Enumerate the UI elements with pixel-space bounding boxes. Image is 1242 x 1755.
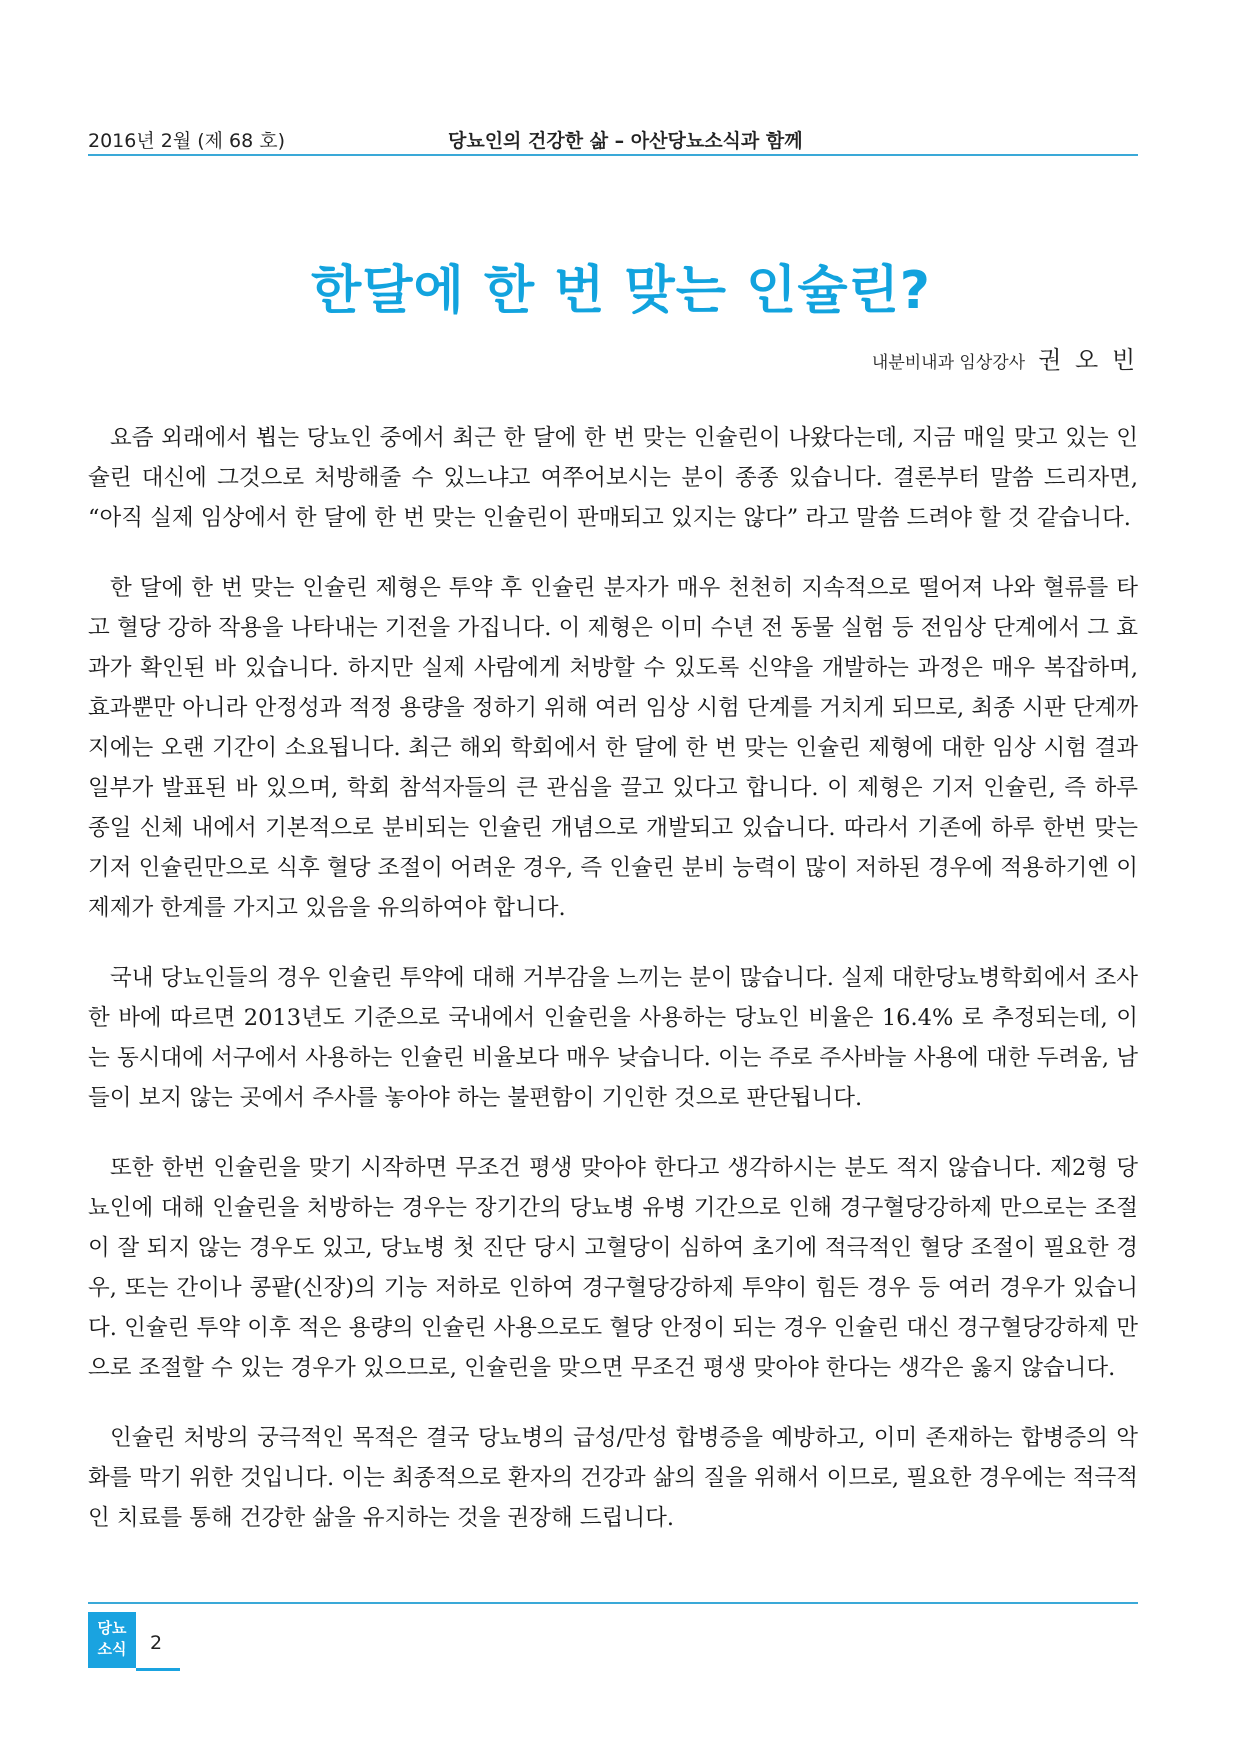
paragraph: 한 달에 한 번 맞는 인슐린 제형은 투약 후 인슐린 분자가 매우 천천히 지속적으로 떨어져 나와 혈류를 타고 혈당 강하 작용을 나타내는 기전을 가집니다. 이 제형은 이미 수년 전 동물 실험 등 전임상 단계에서 그 효과가 확인된 바 있습니다. 하지만 실제 사람에게 처방할 수 있도록 신약을 개발하는 과정은 매우 복잡하며, 효과뿐만 아니라 안정성과 적정 용량을 정하기 위해 여러 임상 시험 단계를 거치게 되므로, 최종 시판 단계까지에는 오랜 기간이 소요됩니다. 최근 해외 학회에서 한 달에 한 번 맞는 인슐린 제형에 대한 임상 시험 결과 일부가 발표된 바 있으며, 학회 참석자들의 큰 관심을 끌고 있다고 합니다. 이 제형은 기저 인슐린, 즉 하루 종일 신체 내에서 기본적으로 분비되는 인슐린 개념으로 개발되고 있습니다. 따라서 기존에 하루 한번 맞는 기저 인슐린만으로 식후 혈당 조절이 어려운 경우, 즉 인슐린 분비 능력이 많이 저하된 경우에 적용하기엔 이 제제가 한계를 가지고 있음을 유의하여야 합니다. <box>88 575 1138 921</box>
running-title: 당뇨인의 건강한 삶 – 아산당뇨소식과 함께 <box>448 130 803 152</box>
author-department: 내분비내과 임상강사 <box>871 353 1026 373</box>
article-title: 한달에 한 번 맞는 인슐린? <box>311 261 931 321</box>
newsletter-badge <box>88 1612 136 1668</box>
page-number-underline <box>136 1668 180 1671</box>
issue-date: 2016년 2월 (제 68 호) <box>88 130 286 152</box>
page-footer <box>88 1612 180 1674</box>
author-name: 권 오 빈 <box>1038 346 1138 374</box>
paragraph: 요즘 외래에서 뵙는 당뇨인 중에서 최근 한 달에 한 번 맞는 인슐린이 나왔다는데, 지금 매일 맞고 있는 인슐린 대신에 그것으로 처방해줄 수 있느냐고 여쭈어보시는 분이 종종 있습니다. 결론부터 말씀 드리자면, “아직 실제 임상에서 한 달에 한 번 맞는 인슐린이 판매되고 있지는 않다” 라고 말씀 드려야 할 것 같습니다. <box>88 425 1138 531</box>
byline <box>872 340 1138 375</box>
paragraph: 인슐린 처방의 궁극적인 목적은 결국 당뇨병의 급성/만성 합병증을 예방하고, 이미 존재하는 합병증의 악화를 막기 위한 것입니다. 이는 최종적으로 환자의 건강과 삶의 질을 위해서 이므로, 필요한 경우에는 적극적인 치료를 통해 건강한 삶을 유지하는 것을 권장해 드립니다. <box>88 1425 1138 1531</box>
footer-divider <box>88 1602 1138 1604</box>
paragraph: 또한 한번 인슐린을 맞기 시작하면 무조건 평생 맞아야 한다고 생각하시는 분도 적지 않습니다. 제2형 당뇨인에 대해 인슐린을 처방하는 경우는 장기간의 당뇨병 유병 기간으로 인해 경구혈당강하제 만으로는 조절이 잘 되지 않는 경우도 있고, 당뇨병 첫 진단 당시 고혈당이 심하여 초기에 적극적인 혈당 조절이 필요한 경우, 또는 간이나 콩팥(신장)의 기능 저하로 인하여 경구혈당강하제 투약이 힘든 경우 등 여러 경우가 있습니다. 인슐린 투약 이후 적은 용량의 인슐린 사용으로도 혈당 안정이 되는 경우 인슐린 대신 경구혈당강하제 만으로 조절할 수 있는 경우가 있으므로, 인슐린을 맞으면 무조건 평생 맞아야 한다는 생각은 옳지 않습니다. <box>88 1155 1138 1381</box>
badge-line: 소식 <box>97 1640 127 1658</box>
paragraph: 국내 당뇨인들의 경우 인슐린 투약에 대해 거부감을 느끼는 분이 많습니다. 실제 대한당뇨병학회에서 조사한 바에 따르면 2013년도 기준으로 국내에서 인슐린을 사용하는 당뇨인 비율은 16.4% 로 추정되는데, 이는 동시대에 서구에서 사용하는 인슐린 비율보다 매우 낮습니다. 이는 주로 주사바늘 사용에 대한 두려움, 남들이 보지 않는 곳에서 주사를 놓아야 하는 불편함이 기인한 것으로 판단됩니다. <box>88 965 1138 1111</box>
article-body <box>88 418 1138 1538</box>
page-number: 2 <box>150 1632 163 1654</box>
badge-line: 당뇨 <box>97 1619 127 1637</box>
page-header <box>88 122 1138 156</box>
